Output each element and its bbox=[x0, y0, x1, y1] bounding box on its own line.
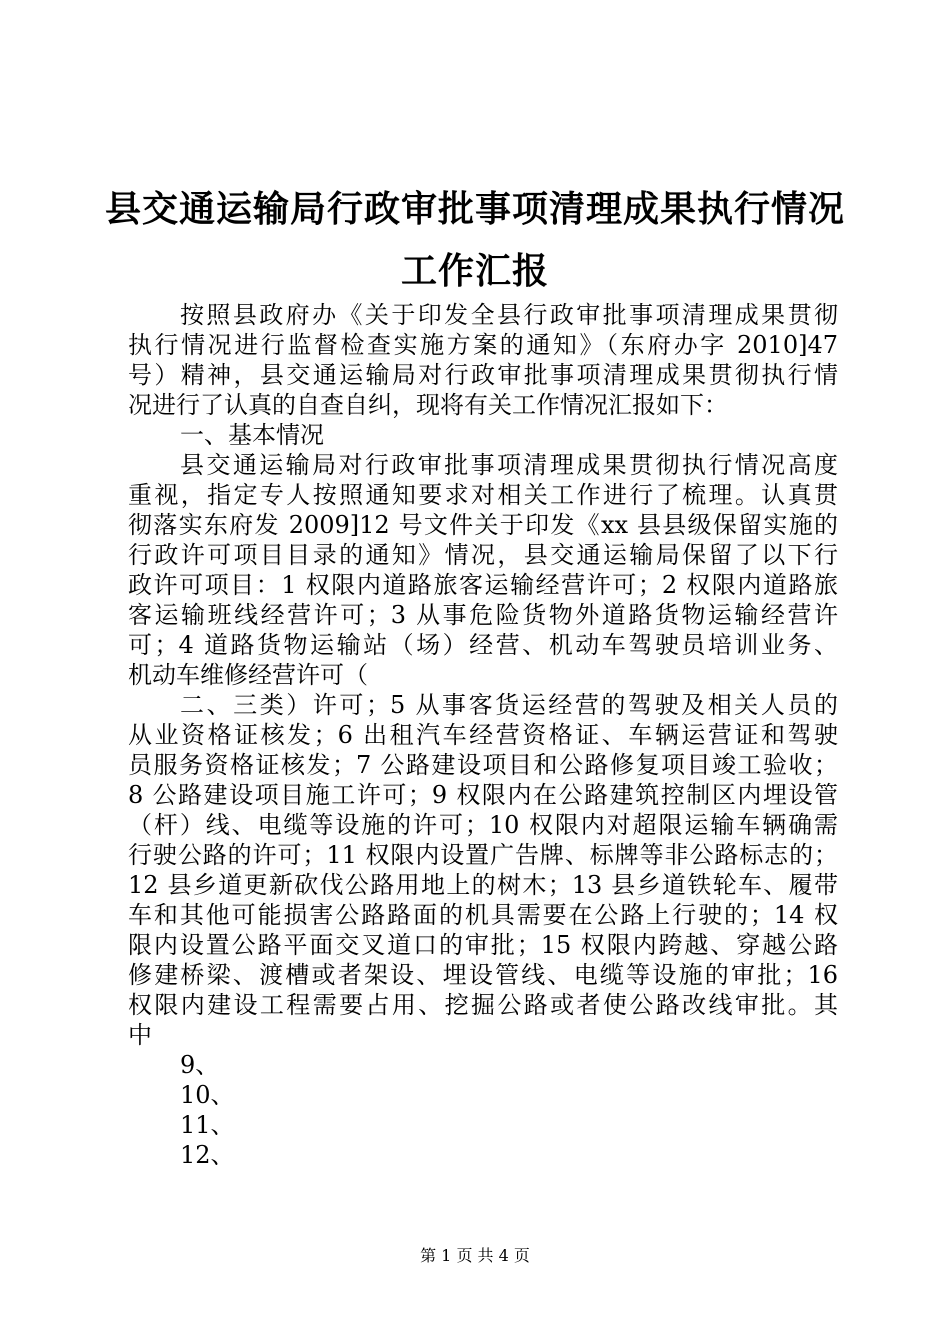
list-item: 12、 bbox=[180, 1141, 235, 1169]
paragraph-line: 重视，指定专人按照通知要求对相关工作进行了梳理。认真贯 bbox=[128, 481, 838, 509]
document-body bbox=[128, 300, 838, 1170]
paragraph-line: 号）精神，县交通运输局对行政审批事项清理成果贯彻执行情 bbox=[128, 361, 838, 389]
paragraph-line: 中 bbox=[128, 1021, 152, 1049]
list-item: 11、 bbox=[180, 1111, 235, 1139]
paragraph-line: 县交通运输局对行政审批事项清理成果贯彻执行情况高度 bbox=[180, 451, 838, 479]
paragraph-line: 政许可项目：1 权限内道路旅客运输经营许可；2 权限内道路旅 bbox=[128, 571, 838, 599]
document-title-line-2: 工作汇报 bbox=[400, 251, 549, 292]
paragraph-line: 从业资格证核发；6 出租汽车经营资格证、车辆运营证和驾驶 bbox=[128, 721, 838, 749]
list-item: 9、 bbox=[180, 1051, 220, 1079]
paragraph-line: 执行情况进行监督检查实施方案的通知》（东府办字 2010]47 bbox=[128, 331, 838, 359]
paragraph-line: 机动车维修经营许可（ bbox=[128, 661, 368, 689]
paragraph-line: 限内设置公路平面交叉道口的审批；15 权限内跨越、穿越公路 bbox=[128, 931, 838, 959]
list-item: 10、 bbox=[180, 1081, 235, 1109]
paragraph-line: 车和其他可能损害公路路面的机具需要在公路上行驶的；14 权 bbox=[128, 901, 838, 929]
paragraph-line: 员服务资格证核发；7 公路建设项目和公路修复项目竣工验收； bbox=[128, 751, 838, 779]
paragraph-line: 客运输班线经营许可；3 从事危险货物外道路货物运输经营许 bbox=[128, 601, 838, 629]
paragraph-line: 按照县政府办《关于印发全县行政审批事项清理成果贯彻 bbox=[180, 301, 838, 329]
paragraph-line: 8 公路建设项目施工许可；9 权限内在公路建筑控制区内埋设管 bbox=[128, 781, 838, 809]
paragraph-line: 可；4 道路货物运输站（场）经营、机动车驾驶员培训业务、 bbox=[128, 631, 838, 659]
paragraph-line: 权限内建设工程需要占用、挖掘公路或者使公路改线审批。其 bbox=[128, 991, 838, 1019]
page-footer: 第 1 页 共 4 页 bbox=[420, 1246, 530, 1265]
paragraph-line: （杆）线、电缆等设施的许可；10 权限内对超限运输车辆确需 bbox=[128, 811, 838, 839]
paragraph-line: 12 县乡道更新砍伐公路用地上的树木；13 县乡道铁轮车、履带 bbox=[128, 871, 838, 899]
paragraph-line: 行政许可项目目录的通知》情况，县交通运输局保留了以下行 bbox=[128, 541, 838, 569]
paragraph-line: 行驶公路的许可；11 权限内设置广告牌、标牌等非公路标志的； bbox=[128, 841, 838, 869]
section-heading: 一、基本情况 bbox=[180, 421, 324, 449]
paragraph-line: 二、三类）许可；5 从事客货运经营的驾驶及相关人员的 bbox=[180, 691, 838, 719]
paragraph-line: 彻落实东府发 2009]12 号文件关于印发《xx 县县级保留实施的 bbox=[128, 511, 838, 539]
paragraph-line: 修建桥梁、渡槽或者架设、埋设管线、电缆等设施的审批；16 bbox=[128, 961, 838, 989]
paragraph-line: 况进行了认真的自查自纠，现将有关工作情况汇报如下： bbox=[128, 391, 728, 419]
document-title-line-1: 县交通运输局行政审批事项清理成果执行情况 bbox=[104, 189, 845, 230]
